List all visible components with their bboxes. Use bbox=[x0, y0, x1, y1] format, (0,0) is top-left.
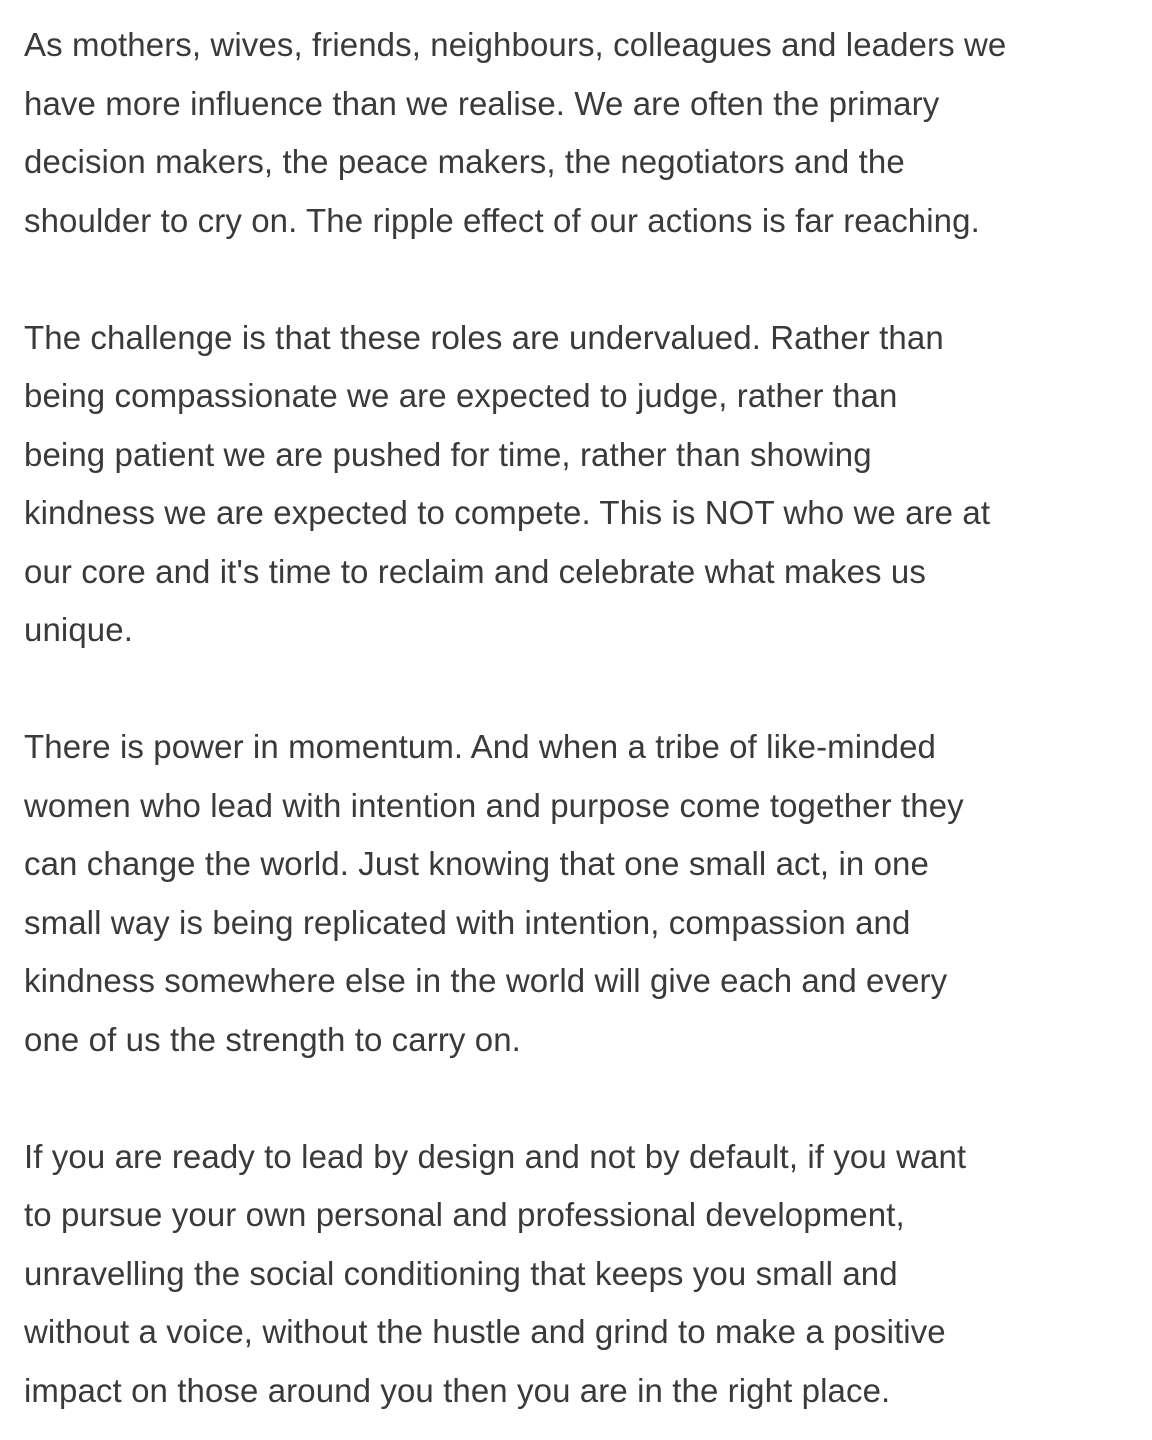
text-line: kindness we are expected to compete. This is NOT who we are at bbox=[24, 494, 991, 531]
text-line: our core and it's time to reclaim and celebrate what makes us bbox=[24, 552, 926, 590]
text-line: unravelling the social conditioning that keeps you small and bbox=[24, 1254, 898, 1292]
text-line: kindness somewhere else in the world will give each and every bbox=[24, 962, 948, 999]
text-line: As mothers, wives, friends, neighbours, colleagues and leaders we bbox=[24, 26, 1007, 63]
text-line: being patient we are pushed for time, rather than showing bbox=[24, 435, 872, 473]
text-line: decision makers, the peace makers, the negotiators and the bbox=[24, 143, 905, 180]
text-line: one of us the strength to carry on. bbox=[24, 1020, 521, 1058]
paragraph-challenge bbox=[24, 309, 1128, 660]
text-line: If you are ready to lead by design and not by default, if you want bbox=[24, 1137, 967, 1175]
text-line: women who lead with intention and purpose come together they bbox=[24, 786, 964, 824]
text-line: The challenge is that these roles are undervalued. Rather than bbox=[24, 318, 944, 356]
text-line: shoulder to cry on. The ripple effect of our actions is far reaching. bbox=[24, 201, 980, 239]
paragraph-influence bbox=[24, 16, 1128, 250]
text-line: to pursue your own personal and professional development, bbox=[24, 1196, 905, 1233]
text-line: unique. bbox=[24, 611, 133, 648]
text-line: being compassionate we are expected to judge, rather than bbox=[24, 377, 898, 414]
text-line: can change the world. Just knowing that one small act, in one bbox=[24, 845, 929, 882]
text-line: have more influence than we realise. We are often the primary bbox=[24, 84, 940, 122]
text-line: impact on those around you then you are in the right place. bbox=[24, 1371, 891, 1409]
text-line: without a voice, without the hustle and grind to make a positive bbox=[24, 1313, 946, 1350]
text-line: There is power in momentum. And when a tribe of like-minded bbox=[24, 728, 936, 765]
text-line: small way is being replicated with intention, compassion and bbox=[24, 903, 911, 941]
paragraph-momentum bbox=[24, 718, 1128, 1069]
paragraph-call-to-action bbox=[24, 1128, 1128, 1421]
